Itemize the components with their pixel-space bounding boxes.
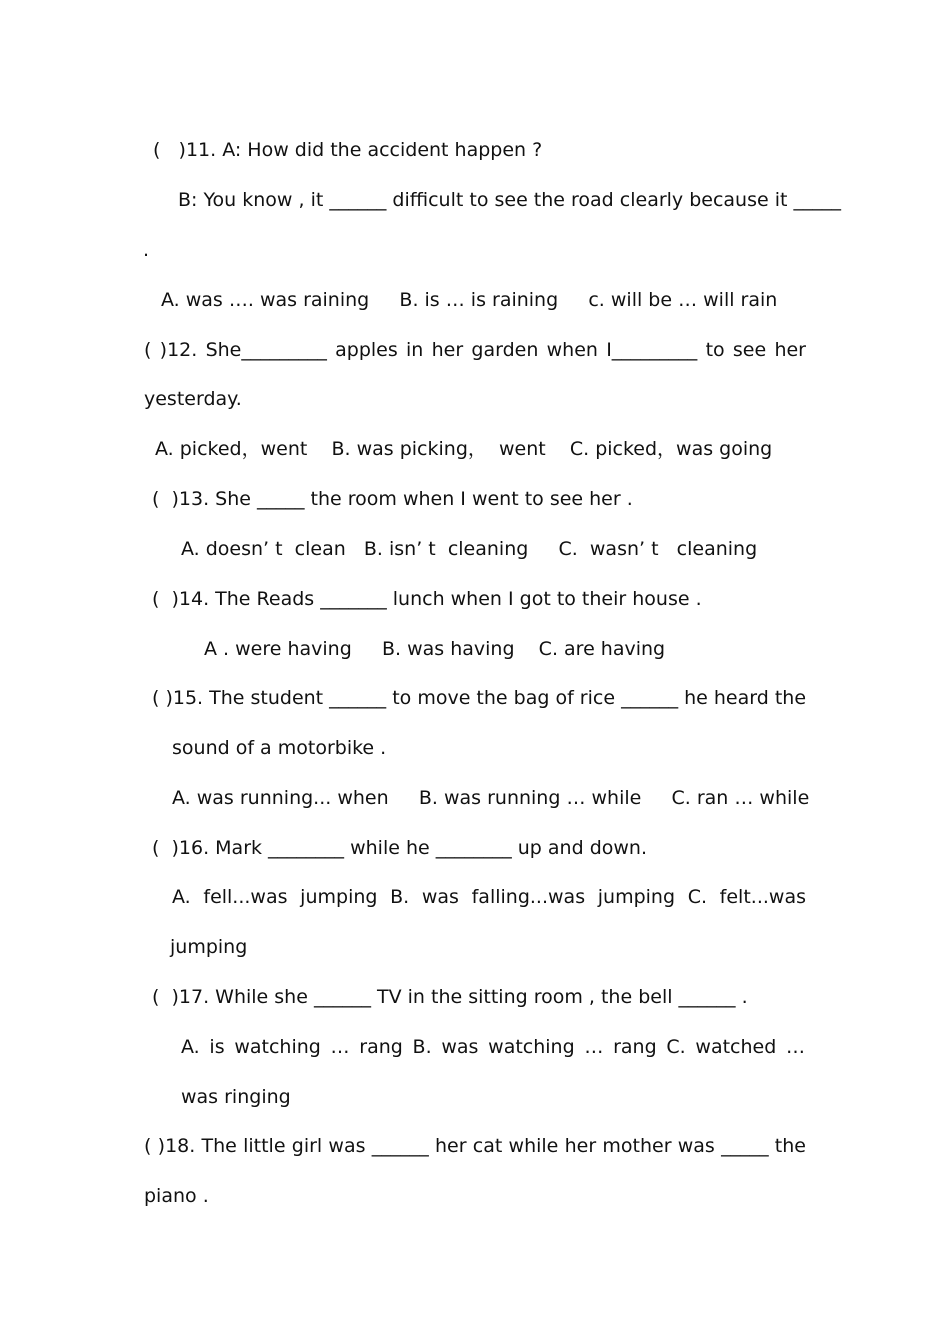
question-14-options: A . were having B. was having C. are having — [204, 638, 666, 660]
question-11-stem: ( )11. A: How did the accident happen ? — [153, 139, 543, 161]
question-14-stem: ( )14. The Reads _______ lunch when I got to their house . — [152, 588, 702, 610]
question-12-stem-cont: yesterday. — [144, 388, 242, 410]
question-17-stem: ( )17. While she ______ TV in the sitting room , the bell ______ . — [152, 986, 748, 1008]
question-13-options: A. doesn’ t clean B. isn’ t cleaning C. wasn’ t cleaning — [181, 538, 758, 560]
question-18-stem-cont: piano . — [144, 1185, 209, 1207]
question-15-stem-cont: sound of a motorbike . — [172, 737, 387, 759]
question-15-options: A. was running... when B. was running … while C. ran … while — [172, 787, 810, 809]
question-11-options: A. was …. was raining B. is … is raining c. will be … will rain — [161, 289, 778, 311]
question-12-options: A. picked，went B. was picking， went C. picked，was going — [155, 438, 773, 460]
question-16-stem: ( )16. Mark ________ while he ________ up and down. — [152, 837, 648, 859]
question-11-stem-cont: B: You know , it ______ difficult to see the road clearly because it _____ — [178, 189, 841, 211]
question-12-stem: ( )12. She_________ apples in her garden when I_________ to see her — [144, 339, 806, 361]
question-17-options: A. is watching … rang B. was watching … rang C. watched … — [181, 1036, 805, 1058]
question-17-options-cont: was ringing — [181, 1086, 291, 1108]
question-18-stem: ( )18. The little girl was ______ her cat while her mother was _____ the — [144, 1135, 806, 1157]
question-16-options-cont: jumping — [170, 936, 248, 958]
question-11-stem-end: . — [143, 239, 150, 261]
question-13-stem: ( )13. She _____ the room when I went to see her . — [152, 488, 633, 510]
question-16-options: A. fell...was jumping B. was falling...was jumping C. felt...was — [172, 886, 806, 908]
question-15-stem: ( )15. The student ______ to move the bag of rice ______ he heard the — [152, 687, 807, 709]
